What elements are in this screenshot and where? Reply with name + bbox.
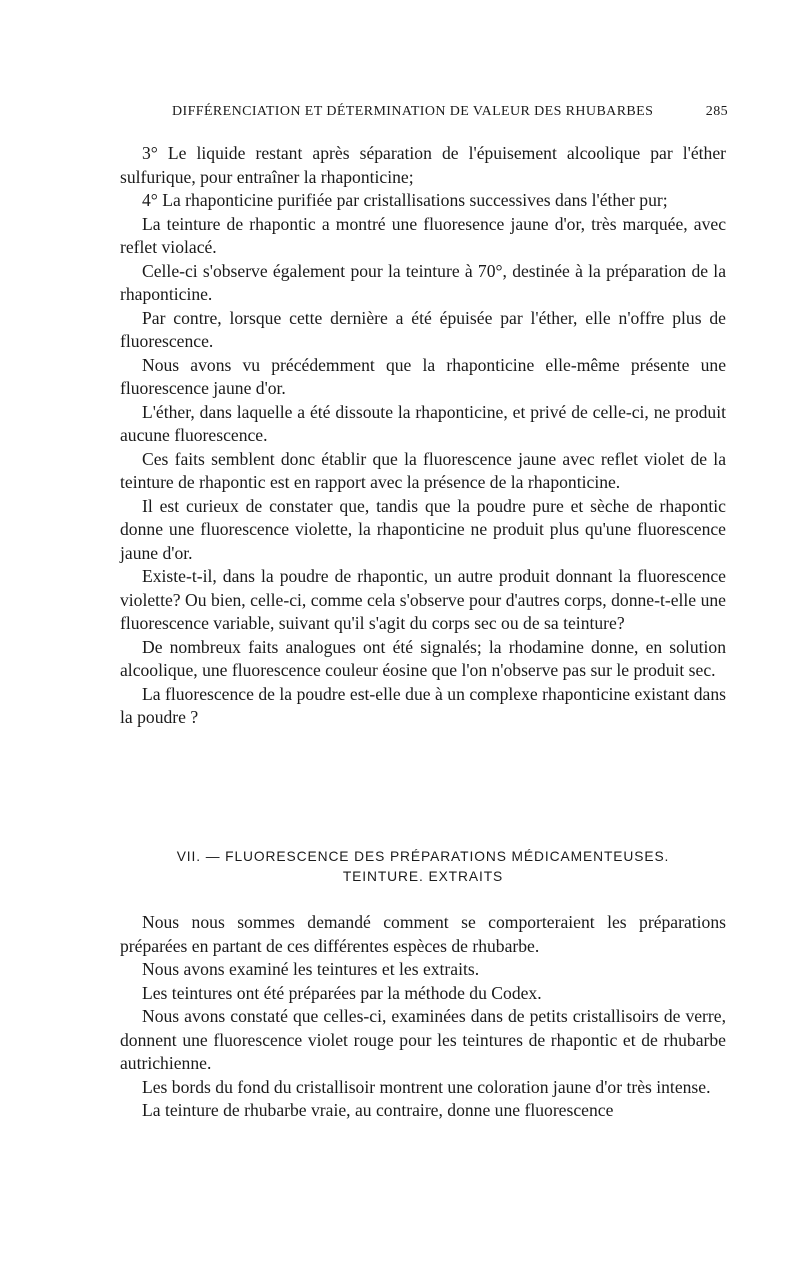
paragraph: Les bords du fond du cristallisoir montrent une coloration jaune d'or très intense.: [142, 1076, 711, 1097]
paragraph: La teinture de rhubarbe vraie, au contraire, donne une fluorescence: [142, 1100, 614, 1120]
paragraph: Il est curieux de constater que, tandis que la poudre pure et sèche de rhapontic donne une fluorescence violette, la rhaponticine ne produit plus qu'une fluorescence jaune d'or.: [120, 495, 726, 563]
paragraph: Ces faits semblent donc établir que la fluorescence jaune avec reflet violet de la teinture de rhapontic est en rapport avec la présence de la rhaponticine.: [120, 448, 726, 492]
paragraph: Nous avons examiné les teintures et les extraits.: [142, 959, 480, 979]
page-number: 285: [705, 104, 728, 119]
paragraph: Nous nous sommes demandé comment se comporteraient les préparations préparées en partant de ces différentes espèces de rhubarbe.: [120, 912, 726, 956]
paragraph: De nombreux faits analogues ont été signalés; la rhodamine donne, en solution alcoolique, une fluorescence couleur éosine que l'on n'observe pas sur le produit sec.: [120, 636, 726, 680]
section-heading: [120, 847, 726, 887]
paragraph: Nous avons constaté que celles-ci, examinées dans de petits cristallisoirs de verre, donnent une fluorescence violet rouge pour les teintures de rhapontic et de rhubarbe autrichienne.: [120, 1006, 726, 1073]
paragraph: Existe-t-il, dans la poudre de rhapontic, un autre produit donnant la fluorescence violette? Ou bien, celle-ci, comme cela s'observe pour d'autres corps, donne-t-elle une fluorescence variable, suivant qu'il s'agit du corps sec ou de sa teinture?: [120, 566, 726, 633]
running-head-title: DIFFÉRENCIATION ET DÉTERMINATION DE VALEUR DES RHUBARBES: [172, 104, 654, 119]
paragraph: 3° Le liquide restant après séparation de l'épuisement alcoolique par l'éther sulfurique, pour entraîner la rhaponticine;: [120, 143, 726, 187]
paragraph: Les teintures ont été préparées par la méthode du Codex.: [142, 982, 542, 1003]
running-head: [172, 104, 728, 124]
paragraph: 4° La rhaponticine purifiée par cristallisations successives dans l'éther pur;: [142, 190, 668, 210]
paragraph: La fluorescence de la poudre est-elle due à un complexe rhaponticine existant dans la poudre ?: [120, 683, 726, 727]
paragraph: La teinture de rhapontic a montré une fluoresence jaune d'or, très marquée, avec reflet violacé.: [120, 213, 726, 257]
paragraph: Celle-ci s'observe également pour la teinture à 70°, destinée à la préparation de la rhaponticine.: [120, 260, 726, 304]
paragraph: L'éther, dans laquelle a été dissoute la rhaponticine, et privé de celle-ci, ne produit aucune fluorescence.: [120, 401, 726, 445]
body-text-lower: [120, 911, 726, 1123]
section-heading-line-1: VII. — FLUORESCENCE DES PRÉPARATIONS MÉDICAMENTEUSES.: [176, 849, 670, 864]
paragraph: Nous avons vu précédemment que la rhaponticine elle-même présente une fluorescence jaune d'or.: [120, 354, 726, 398]
body-text-upper: [120, 142, 726, 730]
section-heading-line-2: TEINTURE. EXTRAITS: [342, 869, 504, 884]
paragraph: Par contre, lorsque cette dernière a été épuisée par l'éther, elle n'offre plus de fluorescence.: [120, 307, 726, 351]
